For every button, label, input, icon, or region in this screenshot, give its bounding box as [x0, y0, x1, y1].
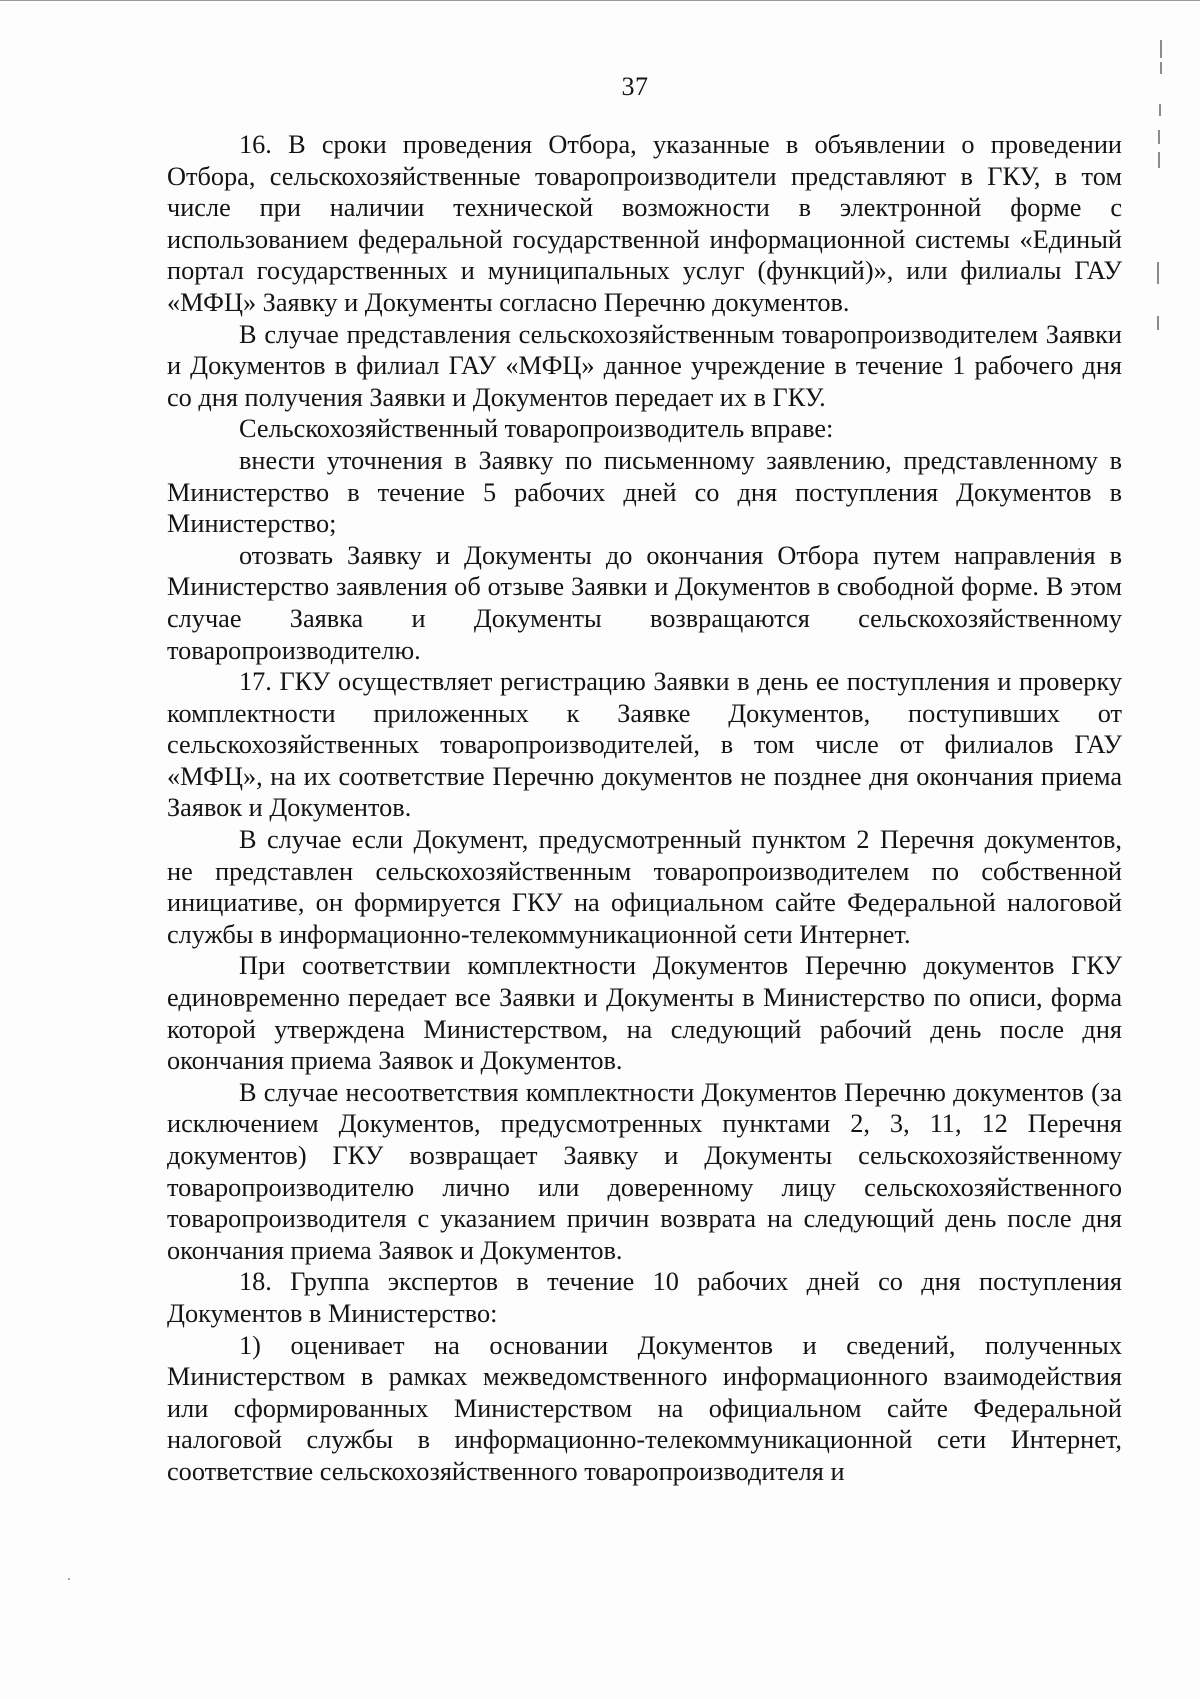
scan-margin-mark	[1158, 130, 1160, 144]
scan-margin-mark	[1157, 262, 1159, 284]
scan-speck	[68, 1578, 70, 1580]
paragraph-17-registration: 17. ГКУ осуществляет регистрацию Заявки в день ее поступления и проверку комплектности приложенных к Заявке Документов, поступивших от сельскохозяйственных товаропроизводителей, в том числе от филиалов ГАУ «МФЦ», на их соответствие Перечню документов не позднее дня окончания приема Заявок и Документов.	[167, 667, 1122, 823]
paragraph-18-item-1: 1) оценивает на основании Документов и сведений, полученных Министерством в рамках межведомственного информационного взаимодействия или сформированных Министерством на официальном сайте Федеральной налоговой службы в информационно-телекоммуникационной сети Интернет, соответствие сельскохозяйственного товаропроизводителя и	[167, 1330, 1122, 1486]
paragraph-transfer-to-ministry: При соответствии комплектности Документов Перечню документов ГКУ единовременно передает все Заявки и Документы в Министерство по описи, форма которой утверждена Министерством, на следующий рабочий день после дня окончания приема Заявок и Документов.	[167, 951, 1122, 1076]
page-number: 37	[621, 72, 649, 101]
scan-top-edge	[0, 0, 1200, 1]
scan-margin-mark	[1160, 40, 1162, 58]
scan-margin-mark	[1157, 316, 1159, 330]
paragraph-rights-intro: Сельскохозяйственный товаропроизводитель вправе:	[239, 414, 834, 444]
scan-margin-mark	[1159, 104, 1161, 116]
paragraph-18-expert-group: 18. Группа экспертов в течение 10 рабочих дней со дня поступления Документов в Министерство:	[167, 1267, 1122, 1328]
paragraph-mfc-transfer: В случае представления сельскохозяйственным товаропроизводителем Заявки и Документов в филиал ГАУ «МФЦ» данное учреждение в течение 1 рабочего дня со дня получения Заявки и Документов передает их в ГКУ.	[167, 319, 1122, 412]
paragraph-16-submission: 16. В сроки проведения Отбора, указанные в объявлении о проведении Отбора, сельскохозяйственные товаропроизводители представляют в ГКУ, в том числе при наличии технической возможности в электронной форме с использованием федеральной государственной информационной системы «Единый портал государственных и муниципальных услуг (функций)», или филиалы ГАУ «МФЦ» Заявку и Документы согласно Перечню документов.	[167, 130, 1122, 317]
paragraph-return-documents: В случае несоответствия комплектности Документов Перечню документов (за исключением Документов, предусмотренных пунктами 2, 3, 11, 12 Перечня документов) ГКУ возвращает Заявку и Документы сельскохозяйственному товаропроизводителю лично или доверенному лицу сельскохозяйственного товаропроизводителя с указанием причин возврата на следующий день после дня окончания приема Заявок и Документов.	[167, 1077, 1122, 1265]
scan-margin-mark	[1158, 152, 1160, 168]
paragraph-right-withdraw: отозвать Заявку и Документы до окончания Отбора путем направления в Министерство заявления об отзыве Заявки и Документов в свободной форме. В этом случае Заявка и Документы возвращаются сельскохозяйственному товаропроизводителю.	[167, 540, 1122, 665]
paragraph-tax-document: В случае если Документ, предусмотренный пунктом 2 Перечня документов, не представлен сельскохозяйственным товаропроизводителем по собственной инициативе, он формируется ГКУ на официальном сайте Федеральной налоговой службы в информационно-телекоммуникационной сети Интернет.	[167, 825, 1122, 949]
paragraph-right-amend: внести уточнения в Заявку по письменному заявлению, представленному в Министерство в течение 5 рабочих дней со дня поступления Документов в Министерство;	[167, 445, 1122, 539]
document-body	[167, 129, 1122, 1488]
